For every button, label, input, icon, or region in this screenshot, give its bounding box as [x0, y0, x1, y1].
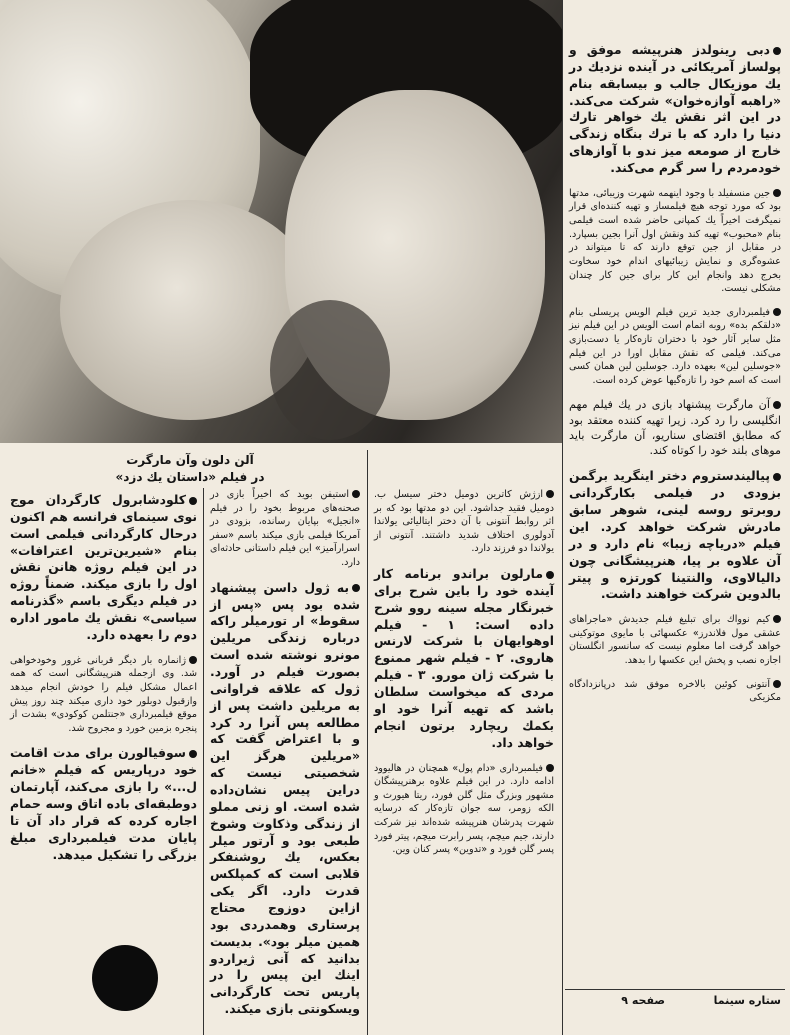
news-item	[569, 306, 781, 388]
news-item	[374, 488, 554, 556]
news-text: به ژول داسن پیشنهاد شده بود پس «پس از سقوط» ار تورمیلر راکه درباره زندگی مریلین مونرو نوشته شده است بصورت فیلم در آورد. ژول که علاقه فراوانی به مریلین داشت پس از مطالعه پس آنرا رد کرد و با اعتراض گفت که «مریلین هرگز این شخصیتی نیست که دراین پیس نشان‌داده شده است. او زنی مملو از زندگی وذکاوت وشوخ طبعی بود و آرتور میلر بعکس، یك روشنفکر قلابی است که کمپلکس قدرت دارد. اگر یکی ازاین دوزوج محتاج پرستاری وهمدردی بود همین میلر بود». بدیست بدانید که آنی ژیراردو اینك این پیس را در پاریس تحت کارگردانی ویسکونتی بازی میکند.	[210, 579, 360, 1017]
caption-line-1: آلن دلون وآن مارگرت	[126, 453, 254, 467]
footer	[565, 991, 785, 1013]
column-divider	[367, 450, 368, 1035]
bullet-icon	[773, 189, 781, 197]
news-text: آن مارگرت پیشنهاد بازی در یك فیلم مهم انگلیسی را رد کرد. زیرا تهیه کننده معتقد بود که مطابق اقتضای سناریو، آن مارگرت باید موهای بلند خود را کوتاه کند.	[569, 398, 781, 458]
news-text: پیالیندستروم دختر اینگرید برگمن بزودی در فیلمی بکارگردانی روبرتو روسه لینی، شوهر سابق مادرش شرکت خواهد کرد. این فیلم «دریاچه زیبا» نام دارد و در آن علاوه بر پیا، هنرپیشگانی چون دالیالاوی، والنتینا کورتزه و پیتر بالدوین شرکت خواهند داشت.	[569, 468, 781, 602]
bullet-icon	[773, 680, 781, 688]
bullet-icon	[352, 584, 360, 592]
left-column	[10, 492, 197, 932]
news-item	[210, 488, 360, 570]
news-text: سوفیالورن برای مدت اقامت خود درپاریس که فیلم «خانم ل...» را بازی می‌کند، آپارتمان دوطبقه‌ای باده اتاق وسه حمام اجاره کرده که قرار داد آن تا پایان مدت فیلمبرداری مبلغ بزرگی را تشکیل میدهد.	[10, 745, 197, 862]
bullet-icon	[546, 764, 554, 772]
news-text: مارلون براندو برنامه کار آینده خود را باین شرح برای خبرنگار مجله سینه روو شرح داده است: ۱ - فیلم اوهوایهان با شرکت لارنس هاروی. ۲ - فیلم شهر ممنوع با شرکت ژان مورو. ۳ - فیلم مردی که میخواست سلطان باشد که تهیه آنرا خود او بکمك ریچارد برتون انجام خواهد داد.	[374, 566, 554, 750]
bullet-icon	[773, 308, 781, 316]
bullet-icon	[773, 47, 781, 55]
bullet-icon	[189, 656, 197, 664]
news-text: ازژش كاترین دومیل دختر سیسل ب. دومیل فقید جداشود. این دو مدتها بود که بر اثر روابط آنتونی با آن دختر ایتالیائی یولاندا آدولوری اختلاف شدید داشتند. آنتونی از یولاندا دو فرزند دارد.	[374, 489, 554, 555]
right-column	[569, 42, 781, 982]
middle-column	[374, 488, 554, 1008]
news-item	[569, 187, 781, 296]
column-divider	[562, 0, 563, 1035]
bullet-icon	[773, 473, 781, 481]
photo-caption	[90, 452, 290, 487]
bullet-icon	[189, 497, 197, 505]
kiss-photo	[0, 0, 562, 443]
news-item	[569, 468, 781, 603]
news-text: کلودشابرول کارگردان موج نوی سینمای فرانسه هم اکنون درحال کارگردانی فیلمی است بنام «شیرین‌ترین اعترافات» در این فیلم روژه هانن نقش اول را بازی میکند. ضمناً روژه در فیلم دیگری باسم «گذرنامه سیاسی» نقش یك مامور اداره دوم را بعهده دارد.	[10, 492, 197, 642]
photo-shadow	[270, 300, 390, 440]
bullet-icon	[352, 490, 360, 498]
caption-line-2: در فیلم «داستان یك دزد»	[115, 470, 265, 485]
bullet-icon	[189, 750, 197, 758]
bullet-icon	[773, 401, 781, 409]
news-text: ژانماره بار دیگر قربانی غرور وخودخواهی شد. وی ازجمله هنرپیشگانی است که همه اعمال مشکل فیلم را خودش انجام میدهد وازقبول دوبلور خود داری میکند چند روز پیش موقع فیلمبرداری «جنتلمن کوکودی» بشدت از پنجره بزمین خورد و مجروح شد.	[10, 654, 197, 734]
bullet-icon	[546, 490, 554, 498]
news-text: آنتونی کوئین بالاخره موفق شد درپانزدادگاه مکزیکی	[569, 678, 781, 704]
magazine-name: ستاره سینما	[713, 994, 781, 1007]
news-item	[374, 762, 554, 857]
decorative-bullet	[92, 945, 158, 1011]
news-item	[374, 566, 554, 751]
bullet-icon	[773, 615, 781, 623]
news-item	[10, 654, 197, 736]
news-text: فیلمبرداری «دام پول» همچنان در هالیوود ادامه دارد. در این فیلم علاوه برهنرپیشگان مشهور وبزرگ مثل گلن فورد، ریتا هیورث و الکه زومر، سه جوان تازه‌کار که درسایه شهرت پدرشان هنرپیشه شده‌اند نیز شرکت دارند، جیم میچم، پسر رابرت میچم، پیتر فورد پسر گلن فورد و «تدوین» پسر کنان وین.	[374, 762, 554, 856]
news-item	[10, 745, 197, 863]
page-number: صفحه ۹	[621, 994, 665, 1007]
news-text: دبی رینولدز هنرپیشه موفق و پولساز آمریکائی در آینده نزدیك در یك موزیكال جالب و بیسابقه بنام «راهبه آوازه‌خوان» شرکت می‌کند. در این اثر نقش یك خواهر تارك دنیا را دارد که با ترك بنگاه زندگی خارج از صومعه میز ندو با آوازهای خودمردم را سر گرم می‌کند.	[569, 42, 781, 176]
news-text: فیلمبرداری جدید ترین فیلم الویس پریسلی بنام «دلقکم بده» روبه اتمام است الویس در این فیلم نیز مثل سایر آثار خود با دختران تازه‌کار یا دست‌بازی می‌کند. فیلمی که نقش مقابل اورا در این فیلم «جوسلین لین» بعهده دارد. جوسلین لین همان کسی است که اسم خود را تازه‌گیها عوض کرده است.	[569, 306, 781, 386]
news-item	[210, 580, 360, 1018]
news-text: استیفن بوید که اخیراً بازی در صحنه‌های مربوط بخود را در فیلم «انجیل» بپایان رسانده، بزودی در آمریکا فیلمی بازی میکند باسم «سفر اسرارآمیز» این فیلم داستانی حادثه‌ای دارد.	[210, 489, 360, 569]
news-item	[569, 397, 781, 458]
footer-rule	[565, 989, 785, 990]
middle-left-column	[210, 488, 360, 1028]
column-divider	[203, 488, 204, 1035]
news-item	[569, 42, 781, 177]
news-item	[569, 613, 781, 667]
news-item	[10, 492, 197, 644]
bullet-icon	[546, 571, 554, 579]
news-text: کیم نوواك برای تبلیغ فیلم جدیدش «ماجراهای عشقی مول فلاندرز» عکسهائی با مایوی موتوکینی خواهد گرفت اما معلوم نیست که سانسور انگلستان اجازه نصب و پخش این عکسها را بدهد.	[569, 614, 781, 667]
news-item	[569, 678, 781, 705]
news-text: جین منسفیلد با وجود اینهمه شهرت وزیبائی، مدتها بود که مورد توجه هیچ فیلمساز و تهیه کننده‌ای قرار نمیگرفت اخیراً یك کمپانی حاضر شده است فیلمی بنام «محبوب» تهیه کند ونقش اول آنرا بجین بسپارد. در مقابل از جین توقع دارند که تا میتواند در عشوه‌گری و نمایش زیبائیهای اندام خود سخاوت بخرج دهد وانجام این کار برای جین کار چندان مشکلی نیست.	[569, 187, 781, 295]
